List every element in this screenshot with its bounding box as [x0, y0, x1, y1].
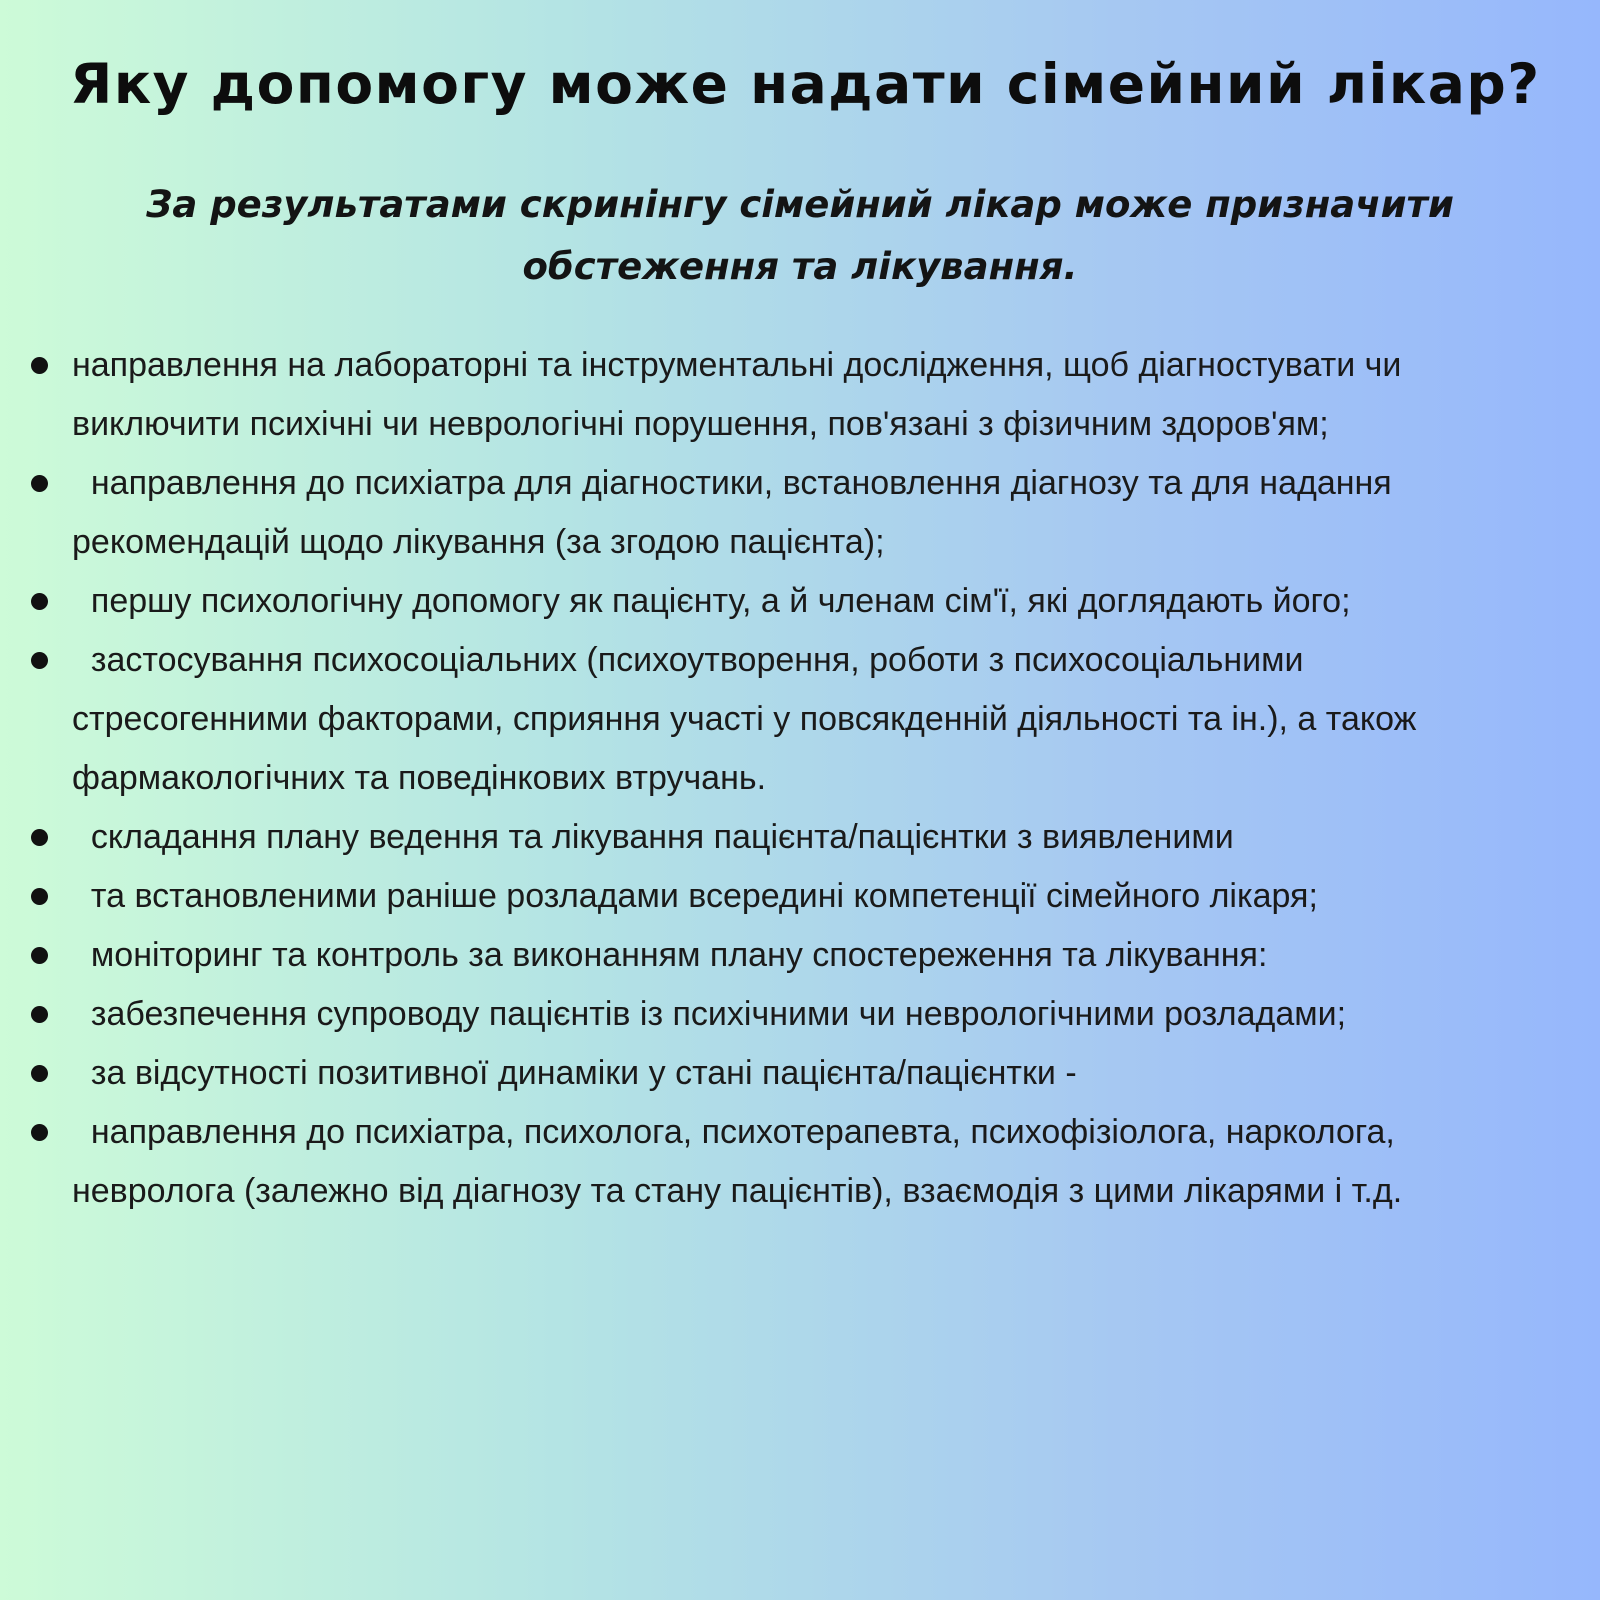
bullet-icon: [31, 829, 48, 846]
list-item: [0, 808, 1600, 867]
list-item: [0, 867, 1600, 926]
services-list: [0, 336, 1600, 1221]
list-item: [0, 1044, 1600, 1103]
list-item-text: за відсутності позитивної динаміки у стані пацієнта/пацієнтки -: [90, 1054, 1077, 1092]
bullet-icon: [31, 652, 48, 669]
bullet-icon: [31, 1006, 48, 1023]
list-item-text: направлення до психіатра, психолога, психотерапевта, психофізіолога, нарколога, невролога (залежно від діагнозу та стану пацієнтів), взаємодія з цими лікарями і т.д.: [72, 1113, 1403, 1210]
page-title: Яку допомогу може надати сімейний лікар?: [70, 52, 1541, 116]
list-item-text: першу психологічну допомогу як пацієнту, а й членам сім'ї, які доглядають його;: [90, 582, 1351, 620]
list-item-text: складання плану ведення та лікування пацієнта/пацієнтки з виявленими: [90, 818, 1234, 856]
list-item-text: направлення до психіатра для діагностики, встановлення діагнозу та для надання рекомендацій щодо лікування (за згодою пацієнта);: [72, 464, 1392, 561]
list-item: [0, 1103, 1600, 1221]
list-item-text: забезпечення супроводу пацієнтів із психічними чи неврологічними розладами;: [90, 995, 1347, 1033]
list-item: [0, 454, 1600, 572]
bullet-icon: [31, 947, 48, 964]
list-item: [0, 631, 1600, 808]
bullet-icon: [31, 888, 48, 905]
bullet-icon: [31, 1065, 48, 1082]
list-item-text: моніторинг та контроль за виконанням плану спостереження та лікування:: [90, 936, 1268, 974]
list-item-text: направлення на лабораторні та інструментальні дослідження, щоб діагностувати чи виключити психічні чи неврологічні порушення, пов'язані з фізичним здоров'ям;: [72, 346, 1402, 443]
list-item: [0, 572, 1600, 631]
bullet-icon: [31, 593, 48, 610]
list-item: [0, 926, 1600, 985]
list-item: [0, 336, 1600, 454]
list-item-text: та встановленими раніше розладами всередині компетенції сімейного лікаря;: [90, 877, 1318, 915]
bullet-icon: [31, 357, 48, 374]
list-item-text: застосування психосоціальних (психоутворення, роботи з психосоціальними стресогенними факторами, сприяння участі у повсякденній діяльності та ін.), а також фармакологічних та поведінкових втручань.: [72, 641, 1417, 797]
bullet-icon: [31, 1124, 48, 1141]
bullet-icon: [31, 475, 48, 492]
page-subtitle: За результатами скринінгу сімейний лікар може призначити обстеження та лікування.: [146, 183, 1454, 288]
list-item: [0, 985, 1600, 1044]
